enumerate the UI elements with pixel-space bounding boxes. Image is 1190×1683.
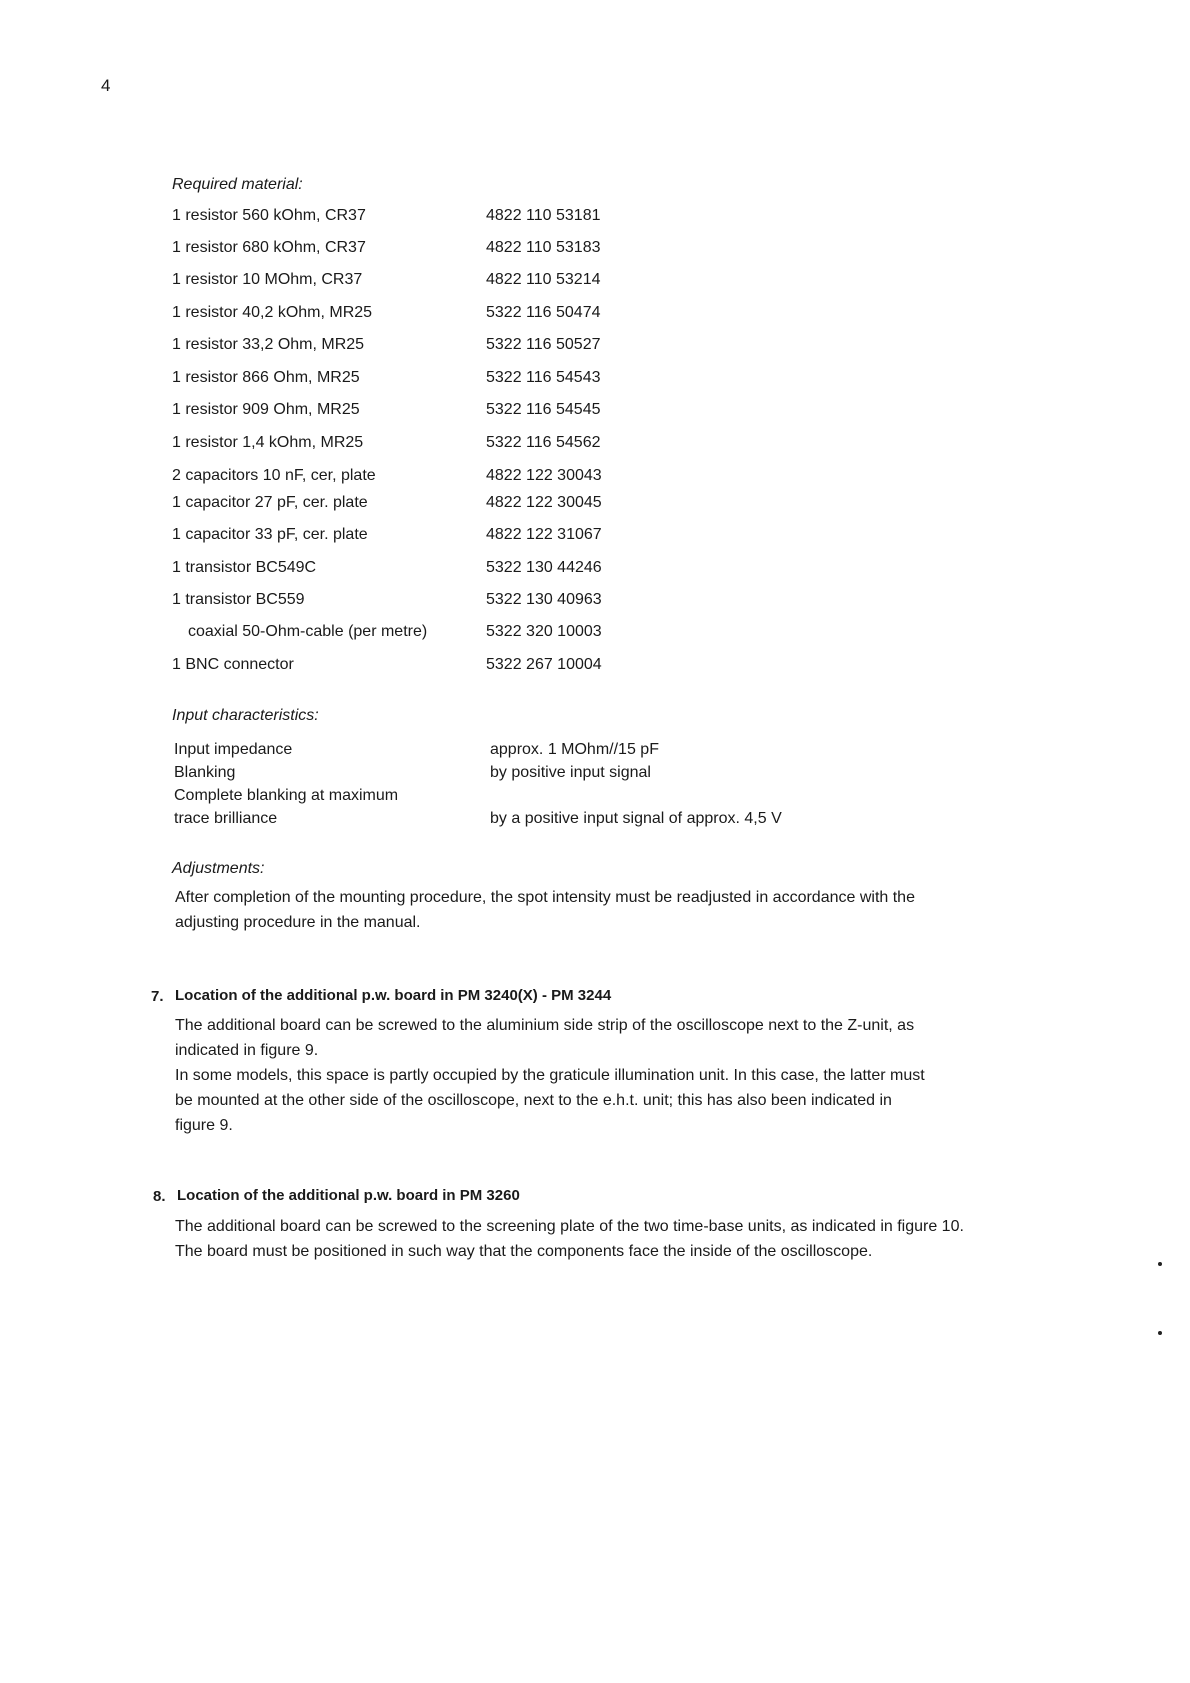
text-line: The additional board can be screwed to the screening plate of the two time-base units, as indicated in figure 10. [175, 1218, 964, 1235]
characteristic-label: Complete blanking at maximum [174, 787, 399, 804]
characteristic-label: trace brilliance [174, 810, 278, 827]
adjustments-heading: Adjustments: [172, 860, 265, 877]
characteristic-row [174, 807, 894, 830]
section-8-number: 8. [153, 1188, 166, 1205]
part-code: 5322 116 54562 [486, 434, 601, 451]
part-description: 1 BNC connector [172, 656, 294, 673]
text-line: After completion of the mounting procedure, the spot intensity must be readjusted in accordance with the [175, 889, 915, 906]
required-material-heading: Required material: [172, 176, 303, 193]
text-line: be mounted at the other side of the oscilloscope, next to the e.h.t. unit; this has also been indicated in [175, 1092, 892, 1109]
part-description: 1 resistor 10 MOhm, CR37 [172, 271, 363, 288]
part-code: 4822 110 53183 [486, 239, 601, 256]
part-description: 1 resistor 909 Ohm, MR25 [172, 401, 360, 418]
part-description: 1 resistor 40,2 kOhm, MR25 [172, 304, 373, 321]
section-8-title: Location of the additional p.w. board in PM 3260 [177, 1187, 520, 1204]
scan-speck [1158, 1331, 1162, 1335]
text-line: The additional board can be screwed to the aluminium side strip of the oscilloscope next to the Z-unit, as [175, 1017, 915, 1034]
parts-row [172, 271, 972, 295]
parts-row [172, 239, 972, 263]
part-code: 4822 110 53181 [486, 207, 601, 224]
characteristic-value: by a positive input signal of approx. 4,5 V [490, 810, 782, 827]
parts-row [172, 467, 972, 491]
part-description: 1 capacitor 33 pF, cer. plate [172, 526, 368, 543]
input-characteristics-table [174, 738, 894, 830]
text-line: The board must be positioned in such way that the components face the inside of the oscilloscope. [175, 1243, 873, 1260]
part-code: 5322 116 54543 [486, 369, 601, 386]
parts-row [172, 494, 972, 518]
part-description: 1 resistor 33,2 Ohm, MR25 [172, 336, 365, 353]
part-description: 1 resistor 680 kOhm, CR37 [172, 239, 366, 256]
parts-row [172, 526, 972, 550]
parts-row [172, 434, 972, 458]
part-code: 5322 116 50527 [486, 336, 601, 353]
part-code: 5322 267 10004 [486, 656, 602, 673]
part-description: 2 capacitors 10 nF, cer, plate [172, 467, 376, 484]
parts-row [172, 304, 972, 328]
parts-row [172, 559, 972, 583]
part-description: coaxial 50-Ohm-cable (per metre) [188, 623, 428, 640]
part-description: 1 resistor 866 Ohm, MR25 [172, 369, 360, 386]
characteristic-row [174, 761, 894, 784]
text-line: In some models, this space is partly occupied by the graticule illumination unit. In this case, the latter must [175, 1067, 925, 1084]
part-code: 5322 116 54545 [486, 401, 601, 418]
scan-speck [1158, 1262, 1162, 1266]
part-code: 5322 320 10003 [486, 623, 602, 640]
characteristic-value: approx. 1 MOhm//15 pF [490, 741, 659, 758]
part-code: 4822 110 53214 [486, 271, 601, 288]
part-description: 1 capacitor 27 pF, cer. plate [172, 494, 368, 511]
part-description: 1 transistor BC549C [172, 559, 317, 576]
part-code: 4822 122 30043 [486, 467, 602, 484]
part-description: 1 resistor 560 kOhm, CR37 [172, 207, 366, 224]
part-description: 1 transistor BC559 [172, 591, 305, 608]
text-line: adjusting procedure in the manual. [175, 914, 421, 931]
part-code: 5322 130 40963 [486, 591, 602, 608]
section-8-body [175, 1214, 1075, 1264]
characteristic-row [174, 738, 894, 761]
part-code: 5322 130 44246 [486, 559, 602, 576]
part-code: 4822 122 31067 [486, 526, 602, 543]
text-line: figure 9. [175, 1117, 233, 1134]
characteristic-label: Blanking [174, 764, 236, 781]
parts-row [172, 623, 972, 647]
input-characteristics-heading: Input characteristics: [172, 707, 319, 724]
part-code: 4822 122 30045 [486, 494, 602, 511]
page-number: 4 [101, 76, 111, 95]
part-description: 1 resistor 1,4 kOhm, MR25 [172, 434, 364, 451]
characteristic-label: Input impedance [174, 741, 293, 758]
section-7-title: Location of the additional p.w. board in PM 3240(X) - PM 3244 [175, 987, 612, 1004]
text-line: indicated in figure 9. [175, 1042, 319, 1059]
section-7-number: 7. [151, 988, 164, 1005]
parts-row [172, 369, 972, 393]
characteristic-value: by positive input signal [490, 764, 651, 781]
parts-row [172, 591, 972, 615]
parts-row [172, 401, 972, 425]
section-7-body [175, 1013, 1075, 1138]
parts-row [172, 207, 972, 231]
part-code: 5322 116 50474 [486, 304, 601, 321]
characteristic-row [174, 784, 894, 807]
parts-row [172, 336, 972, 360]
parts-row [172, 656, 972, 680]
adjustments-text [175, 885, 1075, 935]
